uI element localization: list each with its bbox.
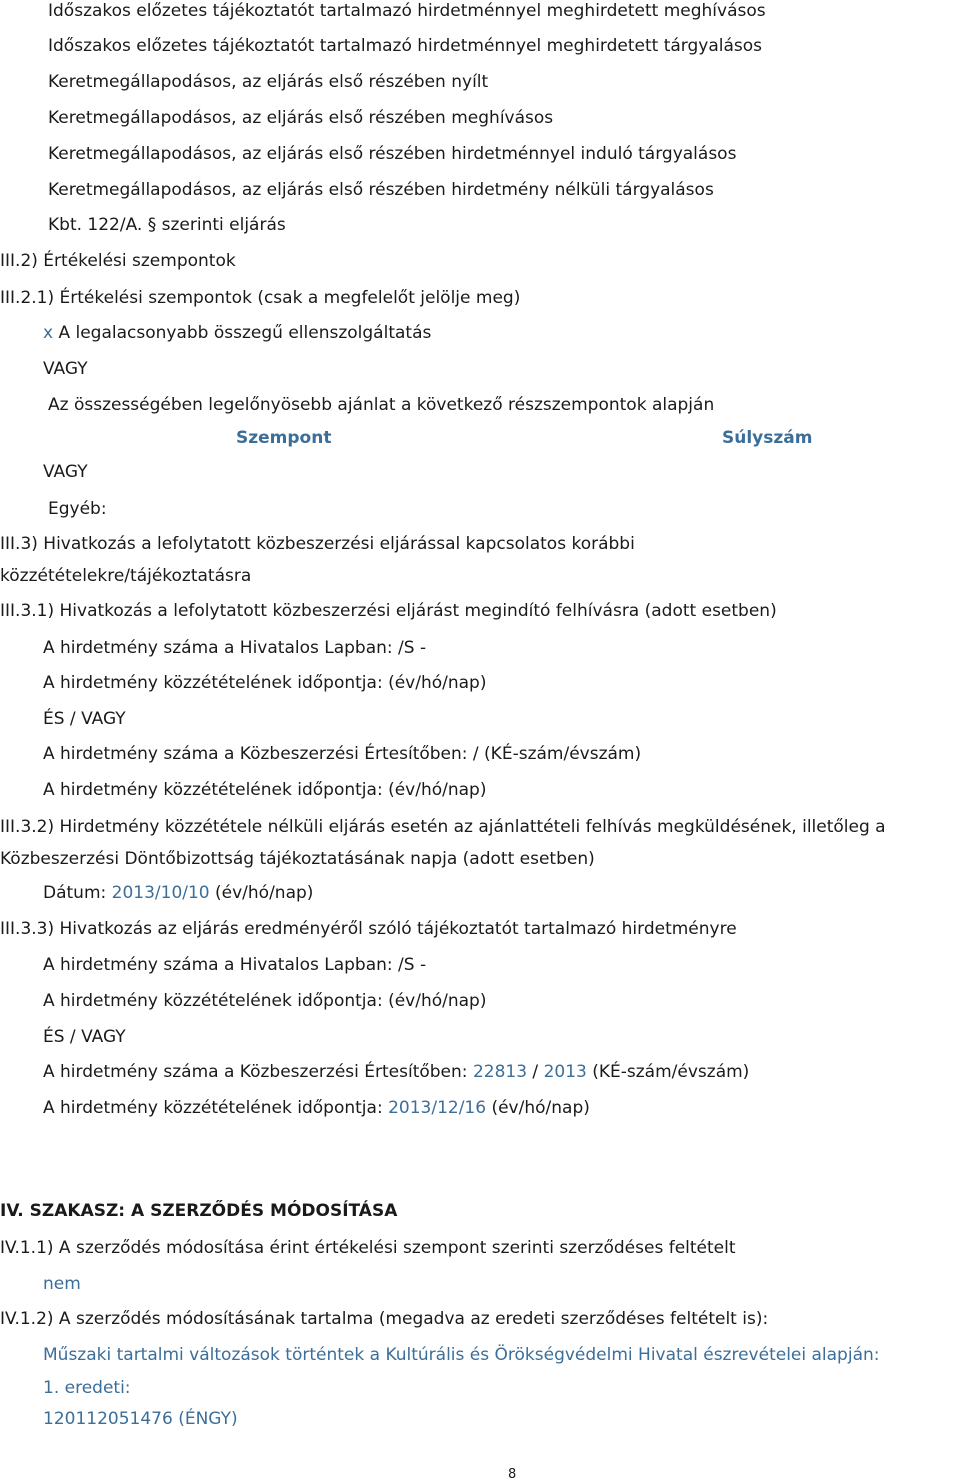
- section-iii-2-1-heading: III.2.1) Értékelési szempontok (csak a megfelelőt jelölje meg): [0, 288, 521, 308]
- publication-date-line: [43, 1097, 590, 1119]
- ke-suffix: (KÉ-szám/évszám): [586, 1062, 750, 1082]
- pub-date-suffix: (év/hó/nap): [486, 1098, 590, 1118]
- procedure-type-line: Időszakos előzetes tájékoztatót tartalmazó hirdetménnyel meghirdetett meghívásos: [48, 1, 766, 21]
- date-line: [43, 882, 313, 904]
- date-suffix: (év/hó/nap): [209, 883, 314, 903]
- answer-iv-1-2-line: 120112051476 (ÉNGY): [43, 1409, 238, 1429]
- column-header-szempont: Szempont: [236, 428, 332, 448]
- es-vagy-label: ÉS / VAGY: [43, 709, 126, 729]
- pub-date-value: 2013/12/16: [388, 1098, 487, 1118]
- answer-iv-1-1: nem: [43, 1274, 81, 1294]
- procedure-type-line: Keretmegállapodásos, az eljárás első részében hirdetménnyel induló tárgyalásos: [48, 144, 737, 164]
- section-iii-2-heading: III.2) Értékelési szempontok: [0, 251, 236, 271]
- date-label: Dátum:: [43, 883, 112, 903]
- section-iii-3-2-heading-cont: Közbeszerzési Döntőbizottság tájékoztatásának napja (adott esetben): [0, 849, 595, 869]
- option-label: A legalacsonyabb összegű ellenszolgáltatás: [58, 323, 432, 343]
- section-iv-heading: IV. SZAKASZ: A SZERZŐDÉS MÓDOSÍTÁSA: [0, 1201, 398, 1221]
- procedure-type-line: Keretmegállapodásos, az eljárás első részében nyílt: [48, 72, 489, 92]
- publication-date: A hirdetmény közzétételének időpontja: (év/hó/nap): [43, 991, 487, 1011]
- section-iii-3-heading-cont: közzétételekre/tájékoztatásra: [0, 566, 252, 586]
- other-label: Egyéb:: [48, 499, 107, 519]
- ke-label: A hirdetmény száma a Közbeszerzési Értesítőben:: [43, 1062, 473, 1082]
- section-iii-3-3-heading: III.3.3) Hivatkozás az eljárás eredményéről szóló tájékoztatót tartalmazó hirdetményre: [0, 919, 737, 939]
- publication-date: A hirdetmény közzétételének időpontja: (év/hó/nap): [43, 780, 487, 800]
- section-iii-3-heading: III.3) Hivatkozás a lefolytatott közbeszerzési eljárással kapcsolatos korábbi: [0, 534, 635, 554]
- section-iii-3-1-heading: III.3.1) Hivatkozás a lefolytatott közbeszerzési eljárást megindító felhívásra (adott esetben): [0, 601, 777, 621]
- procedure-type-line: Keretmegállapodásos, az eljárás első részében meghívásos: [48, 108, 554, 128]
- section-iii-3-2-heading: III.3.2) Hirdetmény közzététele nélküli eljárás esetén az ajánlattételi felhívás megküldésének, illetőleg a: [0, 817, 886, 837]
- question-iv-1-1: IV.1.1) A szerződés módosítása érint értékelési szempont szerinti szerződéses feltételt: [0, 1238, 736, 1258]
- question-iv-1-2: IV.1.2) A szerződés módosításának tartalma (megadva az eredeti szerződéses feltételt is):: [0, 1309, 769, 1329]
- selected-mark: x: [43, 323, 54, 343]
- page-number: 8: [508, 1467, 517, 1482]
- ke-number: 22813: [472, 1062, 528, 1082]
- date-value: 2013/10/10: [111, 883, 210, 903]
- answer-iv-1-2-line: Műszaki tartalmi változások történtek a Kultúrális és Örökségvédelmi Hivatal észrevételei alapján:: [43, 1345, 880, 1365]
- criteria-option-best-value: Az összességében legelőnyösebb ajánlat a következő részszempontok alapján: [48, 395, 715, 415]
- vagy-label: VAGY: [43, 462, 88, 482]
- vagy-label: VAGY: [43, 359, 88, 379]
- ke-separator: /: [527, 1062, 544, 1082]
- ke-number-line: [43, 1061, 749, 1083]
- procedure-type-line: Keretmegállapodásos, az eljárás első részében hirdetmény nélküli tárgyalásos: [48, 180, 714, 200]
- answer-iv-1-2-line: 1. eredeti:: [43, 1378, 131, 1398]
- kbt-line: Kbt. 122/A. § szerinti eljárás: [48, 215, 286, 235]
- official-journal-number: A hirdetmény száma a Hivatalos Lapban: /S -: [43, 955, 427, 975]
- official-journal-number: A hirdetmény száma a Hivatalos Lapban: /S -: [43, 638, 427, 658]
- ke-number: A hirdetmény száma a Közbeszerzési Értesítőben: / (KÉ-szám/évszám): [43, 744, 642, 764]
- publication-date: A hirdetmény közzétételének időpontja: (év/hó/nap): [43, 673, 487, 693]
- column-header-sulyszam: Súlyszám: [722, 428, 813, 448]
- procedure-type-line: Időszakos előzetes tájékoztatót tartalmazó hirdetménnyel meghirdetett tárgyalásos: [48, 36, 763, 56]
- criteria-option-lowest-price: [43, 322, 431, 344]
- es-vagy-label: ÉS / VAGY: [43, 1027, 126, 1047]
- pub-date-label: A hirdetmény közzétételének időpontja:: [43, 1098, 389, 1118]
- ke-year: 2013: [543, 1062, 587, 1082]
